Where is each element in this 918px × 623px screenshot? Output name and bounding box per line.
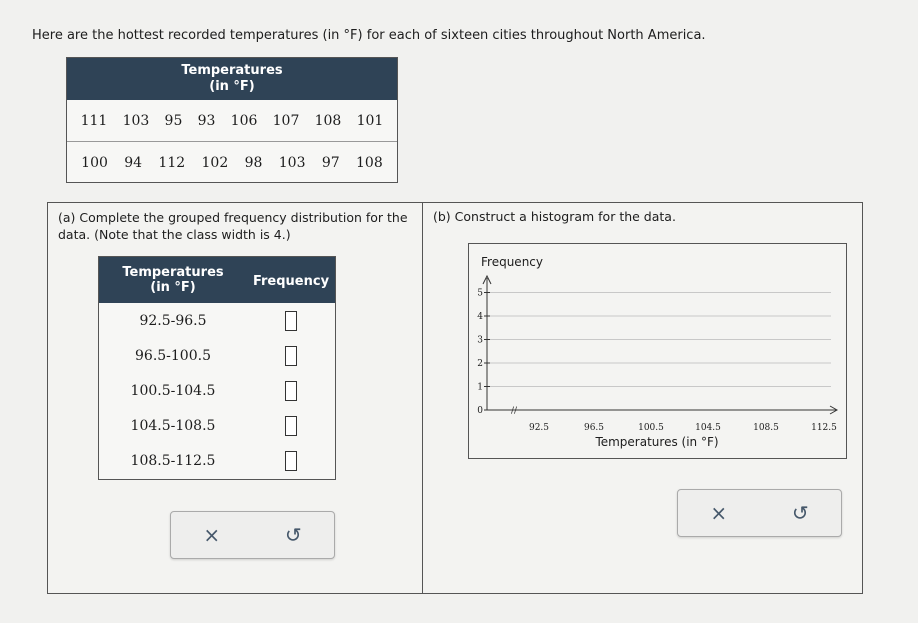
table-button-bar — [170, 511, 335, 559]
frequency-input[interactable] — [285, 311, 297, 331]
class-row — [99, 443, 335, 478]
class-row — [99, 408, 335, 443]
data-row-2 — [67, 142, 397, 183]
class-label: 92.5-96.5 — [139, 312, 207, 329]
x-tick-label: 112.5 — [811, 423, 837, 433]
y-axis-label: Frequency — [481, 255, 543, 269]
cell: 94 — [124, 154, 143, 171]
cell: 112 — [158, 154, 186, 171]
cell: 93 — [197, 112, 216, 129]
cell: 98 — [244, 154, 263, 171]
class-row — [99, 303, 335, 338]
class-label: 100.5-104.5 — [130, 382, 216, 399]
class-label: 108.5-112.5 — [130, 452, 216, 469]
temperature-data-table — [66, 57, 398, 183]
cell: 107 — [272, 112, 300, 129]
cell: 103 — [122, 112, 150, 129]
intro-text: Here are the hottest recorded temperatures (in °F) for each of sixteen cities throughout North America. — [32, 28, 706, 43]
x-tick-label: 104.5 — [695, 423, 721, 433]
clear-button[interactable]: × — [710, 501, 728, 525]
frequency-input[interactable] — [285, 381, 297, 401]
histogram-button-bar — [677, 489, 842, 537]
y-tick-label: 0 — [477, 406, 483, 416]
y-tick-label: 1 — [477, 382, 483, 393]
y-tick-label: 2 — [477, 359, 483, 369]
cell: 100 — [81, 154, 108, 171]
histogram-svg[interactable] — [469, 244, 846, 458]
y-tick-label: 4 — [477, 312, 483, 322]
x-tick-label: 92.5 — [528, 423, 550, 433]
undo-button[interactable]: ↺ — [791, 501, 809, 525]
cell: 101 — [356, 112, 384, 129]
undo-button[interactable]: ↺ — [284, 523, 302, 547]
x-tick-label: 96.5 — [583, 423, 605, 433]
clear-button[interactable]: × — [203, 523, 221, 547]
histogram-canvas[interactable] — [468, 243, 847, 459]
cell: 108 — [314, 112, 342, 129]
table-header: Temperatures (in °F) — [67, 58, 397, 100]
frequency-input[interactable] — [285, 416, 297, 436]
x-tick-label: 100.5 — [638, 423, 664, 433]
y-tick-label: 3 — [477, 335, 483, 346]
grouped-frequency-table — [98, 256, 336, 480]
divider — [422, 203, 423, 593]
cell: 97 — [321, 154, 340, 171]
cell: 111 — [80, 112, 108, 129]
axis-break: // — [511, 406, 518, 416]
y-tick-label: 5 — [477, 288, 483, 299]
cell: 106 — [230, 112, 258, 129]
x-tick-label: 108.5 — [753, 423, 779, 433]
part-a-prompt: (a) Complete the grouped frequency distribution for the data. (Note that the class width is 4.) — [58, 210, 408, 242]
class-row — [99, 338, 335, 373]
x-axis-label: Temperatures (in °F) — [595, 435, 719, 449]
data-row-1 — [67, 100, 397, 142]
class-label: 96.5-100.5 — [135, 347, 211, 364]
class-label: 104.5-108.5 — [130, 417, 216, 434]
grouped-table-header: Temperatures (in °F) Frequency — [99, 257, 335, 303]
frequency-input[interactable] — [285, 346, 297, 366]
part-b-prompt: (b) Construct a histogram for the data. — [433, 209, 676, 224]
cell: 95 — [164, 112, 183, 129]
cell: 108 — [356, 154, 383, 171]
class-row — [99, 373, 335, 408]
cell: 103 — [278, 154, 306, 171]
frequency-input[interactable] — [285, 451, 297, 471]
cell: 102 — [201, 154, 229, 171]
